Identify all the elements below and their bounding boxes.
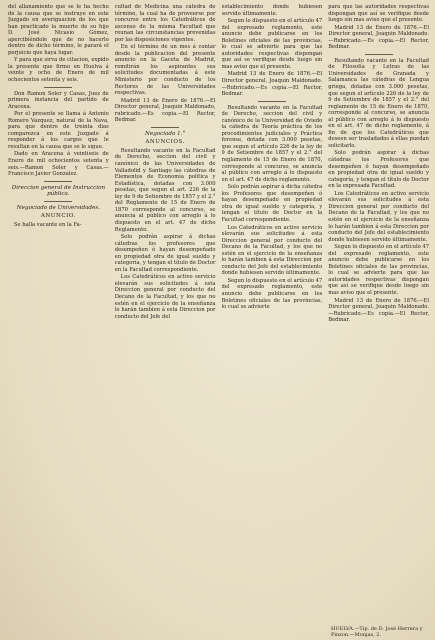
anuncio-heading: ANUNCIO. xyxy=(40,213,76,220)
paragraph: establecimiento donde hubiesen servido últimamente. xyxy=(221,4,323,17)
paragraph: Don Ramon Soler y Casas, Juez de primera instancia del partido de Aracena. xyxy=(8,90,109,110)
paragraph: En el término de un mes á contar desde la publicacion del presente anuncio en la Gaceta de Madrid, remitirán los aspirantes sus solicitudes documentadas á este Ministerio por conducto de los Rectores de las Universidades respectivas. xyxy=(114,44,216,97)
paragraph: Los Catedráticos en activo servicio elevarán sus solicitudes á esta Direccion general por conducto del Decano de la Facultad, y los que no estén en el ejercicio de la enseñanza lo harán tambien á esta Direccion por conducto del Jefe del establecimiento donde hubiesen servido últimamente. xyxy=(328,190,429,243)
paragraph: Madrid 13 de Enero de 1876.—El Director general, Joaquin Maldonado.—Rubricado.—Es copia.—El Rector, Bedmar. xyxy=(328,297,429,324)
printer-imprint: HUELVA.—Tip. de D. José Herrera y Pinzon.—Monjas, 2. xyxy=(331,626,423,638)
paragraph: Y para que sirva de citacion, expido la presente que firmo en Huelva á veinte y ocho de Enero de mil ochocientos setenta y seis. xyxy=(8,57,109,84)
paragraph: Los Catedráticos en activo servicio elevarán sus solicitudes á esta Direccion general por conducto del Decano de la Facultad, y los que no estén en el ejercicio de la enseñanza lo harán tambien á esta Direccion por conducto del Jefe del establecimiento donde hubiesen servido últimamente. xyxy=(221,224,323,277)
paragraph: Segun lo dispuesto en el artículo 47 del expresado reglamento, este anuncio debe publicarse en los Boletines oficiales de las provincias, lo cual se advierte para que las autoridades respectivas dispongan que así se verifique desde luego sin mas aviso que el presente. xyxy=(221,18,323,70)
paragraph: Por el presente se llama á Antonio Romero Vazquez, natural de la Nava, para que dentro de treinta dias comparezca en este Juzgado á responder á los cargos que le resultan en la causa que se le sigue. xyxy=(8,111,109,150)
paragraph: del allanamiento que se le ha hecho de la causa que se instruye en este Juzgado en averiguacion de los que han practicado la muerte de su hijo D. José Nicasio Gómez, apercibiéndole que de no hacerlo dentro de dicho término, le parará el perjuicio que haya lugar. xyxy=(8,4,109,56)
paragraph: Los Catedráticos en activo servicio elevarán sus solicitudes á esta Direccion general por conducto del Decano de la Facultad, y los que no estén en el ejercicio de la enseñanza lo harán tambien á esta Direccion por conducto del Jefe del xyxy=(114,274,216,320)
anuncios-heading: ANUNCIOS. xyxy=(145,139,185,146)
paragraph: Resultando vacante en la Facultad de Filosofía y Letras de las Universidades de Granada y Salamanca las cátedras de Lengua griega, dotadas con 3.000 pesetas, que segun el artículo 226 de la ley de 9 de Setiembre de 1857 y el 2.° del reglamento de 15 de Enero de 1870, corresponde al concurso, se anuncia al público con arreglo á lo dispuesto en el art. 47 de dicho reglamento, á fin de que los Catedráticos que deseen ser trasladados á ellas puedan solicitarlo. xyxy=(328,57,429,149)
paragraph: cultad de Medicina una cátedra de término, la cual ha de proveerse por concurso entre los Catedráticos de ascenso de la misma Facultad que reunan las circunstancias prevenidas por las disposiciones vigentes. xyxy=(114,4,216,43)
paragraph: Madrid 13 de Enero de 1876.—El Director general, Joaquin Maldonado, rubricado.—Es copia.—El Rector, Bedmar. xyxy=(114,97,216,124)
paragraph: Madrid 13 de Enero de 1876.—El Director general, Joaquin Maldonado.—Rubricado.—Es copia.—El Rector, Bedmar. xyxy=(328,24,429,51)
section-heading: Direccion general de Instruccion pública. xyxy=(11,184,106,198)
paragraph: Segun lo dispuesto en el artículo 47 del expresado reglamento, este anuncio debe publicarse en los Boletines oficiales de las provincias, lo cual se advierte para que las autoridades respectivas dispongan que así se verifique desde luego sin mas aviso que el presente. xyxy=(328,244,429,296)
column-1 xyxy=(8,4,109,628)
paragraph: Se halla vacante en la Fa- xyxy=(14,221,82,228)
column-4 xyxy=(328,4,429,628)
column-2 xyxy=(115,4,216,628)
paragraph: Resultando vacante en la Facultad de Derecho, seccion del civil y canónico de la Universidad de Oviedo la cátedra de Teoría práctica de los procedimientos judiciales y Práctica forense, dotada con 3.000 pesetas, que segun el artículo 226 de la ley de 9 de Setiembre de 1857 y el 2.° del reglamento de 15 de Enero de 1870, corresponde al concurso, se anuncia al público con arreglo á lo dispuesto en el art. 47 de dicho reglamento. xyxy=(221,104,323,183)
paragraph: Dado en Aracena á veintiseis de Enero de mil ochocientos setenta y seis.—Ramon Soler y Casas.—Francisco Javier Gonzalez. xyxy=(8,151,109,178)
paragraph: Segun lo dispuesto en el artículo 47 del expresado reglamento, este anuncio debe publicarse en los Boletines oficiales de las provincias, lo cual se advierte xyxy=(221,277,323,311)
paragraph: Resultando vacante en la Facultad de Derecho, seccion del civil y canónico de las Universidades de Valladolid y Santiago las cátedras de Elementos de Economía política y Estadística, dotadas con 3.000 pesetas, que segun el art. 226 de la ley de 9 de Setiembre de 1857 y el 2.° del Reglamento de 15 de Enero de 1870 corresponde al concurso, se anuncia al público con arreglo á lo dispuesto en el art. 47 de dicho Reglamento. xyxy=(114,147,216,233)
divider xyxy=(151,127,179,128)
paragraph: para que las autoridades respectivas dispongan que así se verifique desde luego sin mas aviso que el presente. xyxy=(328,4,429,24)
text-columns xyxy=(8,4,429,628)
divider xyxy=(44,201,72,202)
divider xyxy=(258,101,286,102)
paragraph: Solo podrán aspirar á dichas cátedras los Profesores que desempeñen ó hayan desempeñado en propiedad otra de igual sueldo y categoría, y tengan el título de Doctor en la expresada Facultad. xyxy=(328,150,429,190)
paragraph: Solo podrán aspirar á dichas cátedras los profesores que desempeñen ó hayan desempeñado en propiedad otra de igual sueldo y categoría, y tengan el título de Doctor en la Facultad correspondiente. xyxy=(114,234,216,273)
divider xyxy=(44,181,72,182)
divider xyxy=(44,87,72,88)
divider xyxy=(365,54,393,55)
section-heading: Negociado 1.° xyxy=(144,130,186,137)
column-3 xyxy=(222,4,323,628)
paragraph: Solo podrán aspirar á dicha cátedra los Profesores que desempeñen ó hayan desempeñado en propiedad otra de igual sueldo y categoría, y tengan el título de Doctor en la Facultad correspondiente. xyxy=(221,184,323,223)
paragraph: Madrid 13 de Enero de 1876.—El Director general, Joaquin Maldonado.—Rubricado.—Es copia.—El Rector, Bedmar. xyxy=(221,71,323,98)
section-subheading: Negociado de Universidades. xyxy=(16,204,100,211)
